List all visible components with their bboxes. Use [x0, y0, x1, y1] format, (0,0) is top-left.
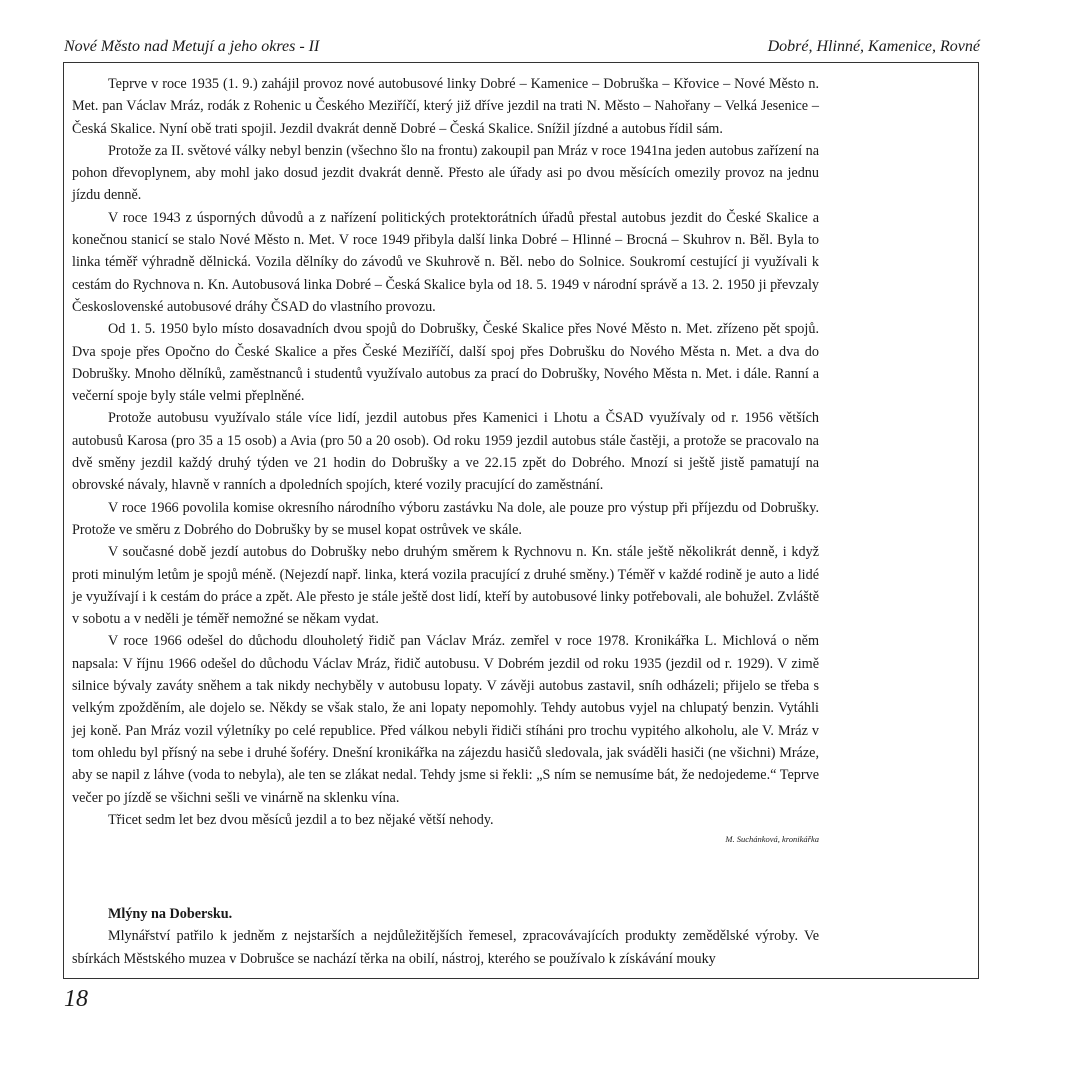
running-header: [64, 36, 980, 60]
paragraph: Mlynářství patřilo k jedněm z nejstarších a nejdůležitějších řemesel, zpracovávajících produkty zemědělské výroby. Ve sbírkách Městského muzea v Dobrušce se nachází těrka na obilí, nástroj, kterého se používalo k získávání mouky: [72, 928, 819, 967]
header-publication-title: Nové Město nad Metují a jeho okres - II: [64, 38, 320, 55]
paragraph: Protože za II. světové války nebyl benzin (všechno šlo na frontu) zakoupil pan Mráz v roce 1941na jeden autobus zařízení na pohon dřevoplynem, aby mohl jako dosud jezdit dvakrát denně. Přesto ale úřady asi po dvou měsících omezily provoz na jednu jízdu denně.: [72, 142, 819, 204]
paragraph: Protože autobusu využívalo stále více lidí, jezdil autobus přes Kamenici i Lhotu a ČSAD využívaly od r. 1956 větších autobusů Karosa (pro 35 a 15 osob) a Avia (pro 50 a 20 osob). Od roku 1959 jezdil autobus stále častěji, a protože se pracovalo na dvě směny jezdil každý druhý týden ve 21 hodin do Dobrušky a ve 22.15 zpět do Dobrého. Mnozí si ještě jistě pamatují na obrovské návaly, hlavně v ranních a dpoledních spojích, které vozily pracující do zaměstnání.: [72, 410, 819, 494]
paragraph: V roce 1966 povolila komise okresního národního výboru zastávku Na dole, ale pouze pro výstup při příjezdu od Dobrušky. Protože ve směru z Dobrého do Dobrušky by se musel kopat ostrůvek ve skále.: [72, 499, 819, 538]
page-number: 18: [64, 986, 88, 1012]
paragraph: Od 1. 5. 1950 bylo místo dosavadních dvou spojů do Dobrušky, České Skalice přes Nové Město n. Met. zřízeno pět spojů. Dva spoje přes Opočno do České Skalice a přes České Meziříčí, další spoj přes Dobrušku do Nového Města n. Met. a dva do Dobrušky. Mnoho dělníků, zaměstnanců i studentů využívalo autobus za prací do Dobrušky, Nového Města n. Met. i dále. Ranní a večerní spoje byly stále velmi přeplněné.: [72, 321, 819, 405]
article-body: [72, 73, 819, 831]
section-heading: Mlýny na Dobersku.: [108, 906, 233, 922]
mills-section: [72, 903, 819, 970]
paragraph: V roce 1943 z úsporných důvodů a z nařízení politických protektorátních úřadů přestal autobus jezdit do České Skalice a konečnou stanicí se stalo Nové Město n. Met. V roce 1949 přibyla další linka Dobré – Hlinné – Brocná – Skuhrov n. Běl. Byla to linka téměř výhradně dělnická. Vozila dělníky do závodů ve Skuhrově n. Běl. nebo do Solnice. Soukromí cestující ji využívali k cestám do Rychnova n. Kn. Autobusová linka Dobré – Česká Skalice byla od 18. 5. 1949 v národní správě a 13. 2. 1950 ji převzaly Československé autobusové dráhy ČSAD do vlastního provozu.: [72, 209, 819, 315]
paragraph: Třicet sedm let bez dvou měsíců jezdil a to bez nějaké větší nehody.: [108, 811, 494, 828]
header-section-title: Dobré, Hlinné, Kamenice, Rovné: [767, 38, 980, 55]
paragraph: Teprve v roce 1935 (1. 9.) zahájil provoz nové autobusové linky Dobré – Kamenice – Dobruška – Křovice – Nové Město n. Met. pan Václav Mráz, rodák z Rohenic u Českého Meziříčí, který již dříve jezdil na trati N. Město – Nahořany – Velká Jesenice – Česká Skalice. Nyní obě trati spojil. Jezdil dvakrát denně Dobré – Česká Skalice. Snížil jízdné a autobus řídil sám.: [72, 76, 819, 137]
paragraph: V současné době jezdí autobus do Dobrušky nebo druhým směrem k Rychnovu n. Kn. stále ještě několikrát denně, i když proti minulým letům je spojů méně. (Nejezdí např. linka, která vozila pracující z druhé směny.) Téměř v každé rodině je auto a lidé je využívají i k cestám do práce a zpět. Ale přesto je stále ještě dost lidí, kteří by autobusové linky potřebovali, ale bohužel. Zvláště v sobotu a v neděli je téměř nemožné se někam vydat.: [72, 544, 819, 628]
paragraph: V roce 1966 odešel do důchodu dlouholetý řidič pan Václav Mráz. zemřel v roce 1978. Kronikářka L. Michlová o něm napsala: V říjnu 1966 odešel do důchodu Václav Mráz, řidič autobusu. V Dobrém jezdil od roku 1935 (jezdil od r. 1929). V zimě silnice bývaly zaváty sněhem a tak nikdy nechyběly v autobusu lopaty. V závěji autobus zastavil, sníh odházeli; přijelo se třeba s velkým zpožděním, ale dojelo se. Někdy se však stalo, že ani lopaty nepomohly. Tehdy autobus vyjel na chlupatý benzin. Vytáhli jej koně. Pan Mráz vozil výletníky po celé republice. Před válkou nebyli řidiči stíháni pro trochu vypitého alkoholu, ale V. Mráz v tom ohledu byl přísný na sebe i druhé šoféry. Dnešní kronikářka na zájezdu hasičů sledovala, jak sváděli hasiči (ne všichni) Mráze, aby se napil z láhve (voda to nebyla), ale ten se zlákat nedal. Tehdy jsme si řekli: „S ním se nemusíme bát, že nedojedeme.“ Teprve večer po jízdě se všichni sešli ve vinárně na sklenku vína.: [72, 633, 819, 806]
author-attribution: M. Suchánková, kronikářka: [725, 834, 819, 844]
